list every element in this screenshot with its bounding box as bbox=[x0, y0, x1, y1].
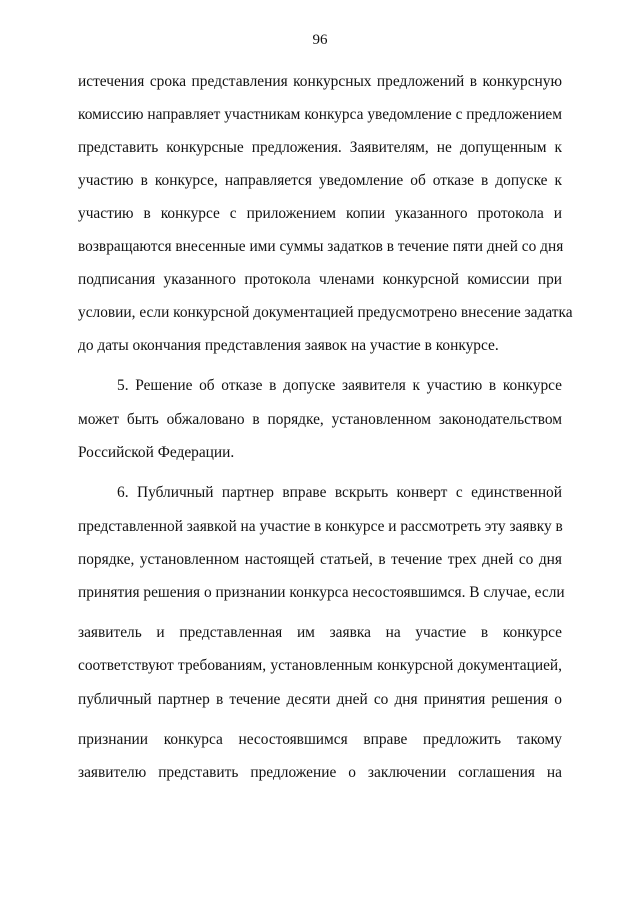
text-line: подписания указанного протокола членами конкурсной комиссии при bbox=[78, 271, 562, 288]
text-line: Российской Федерации. bbox=[78, 444, 235, 461]
page-number: 96 bbox=[312, 32, 328, 48]
paragraph-first-line: 5. Решение об отказе в допуске заявителя к участию в конкурсе bbox=[117, 377, 562, 394]
text-line: участию в конкурсе, направляется уведомление об отказе в допуске к bbox=[78, 172, 562, 189]
text-line: представленной заявкой на участие в конкурсе и рассмотреть эту заявку в bbox=[78, 518, 563, 535]
text-line: до даты окончания представления заявок на участие в конкурсе. bbox=[78, 337, 499, 354]
text-line: публичный партнер в течение десяти дней со дня принятия решения о bbox=[78, 691, 562, 708]
text-line: условии, если конкурсной документацией предусмотрено внесение задатка bbox=[78, 304, 573, 321]
text-line: соответствуют требованиям, установленным конкурсной документацией, bbox=[78, 657, 562, 674]
text-line: принятия решения о признании конкурса несостоявшимся. В случае, если bbox=[78, 584, 565, 601]
paragraph-first-line: 6. Публичный партнер вправе вскрыть конверт с единственной bbox=[117, 484, 562, 501]
text-line: порядке, установленном настоящей статьей, в течение трех дней со дня bbox=[78, 551, 562, 568]
text-line: заявителю представить предложение о заключении соглашения на bbox=[78, 764, 562, 781]
text-line: комиссию направляет участникам конкурса уведомление с предложением bbox=[78, 106, 562, 123]
text-line: признании конкурса несостоявшимся вправе предложить такому bbox=[78, 731, 562, 748]
text-line: участию в конкурсе с приложением копии указанного протокола и bbox=[78, 205, 562, 222]
text-line: может быть обжаловано в порядке, установленном законодательством bbox=[78, 411, 562, 428]
text-line: истечения срока представления конкурсных предложений в конкурсную bbox=[78, 73, 562, 90]
text-line: возвращаются внесенные ими суммы задатков в течение пяти дней со дня bbox=[78, 238, 564, 255]
text-line: заявитель и представленная им заявка на участие в конкурсе bbox=[78, 624, 562, 641]
text-line: представить конкурсные предложения. Заявителям, не допущенным к bbox=[78, 139, 562, 156]
